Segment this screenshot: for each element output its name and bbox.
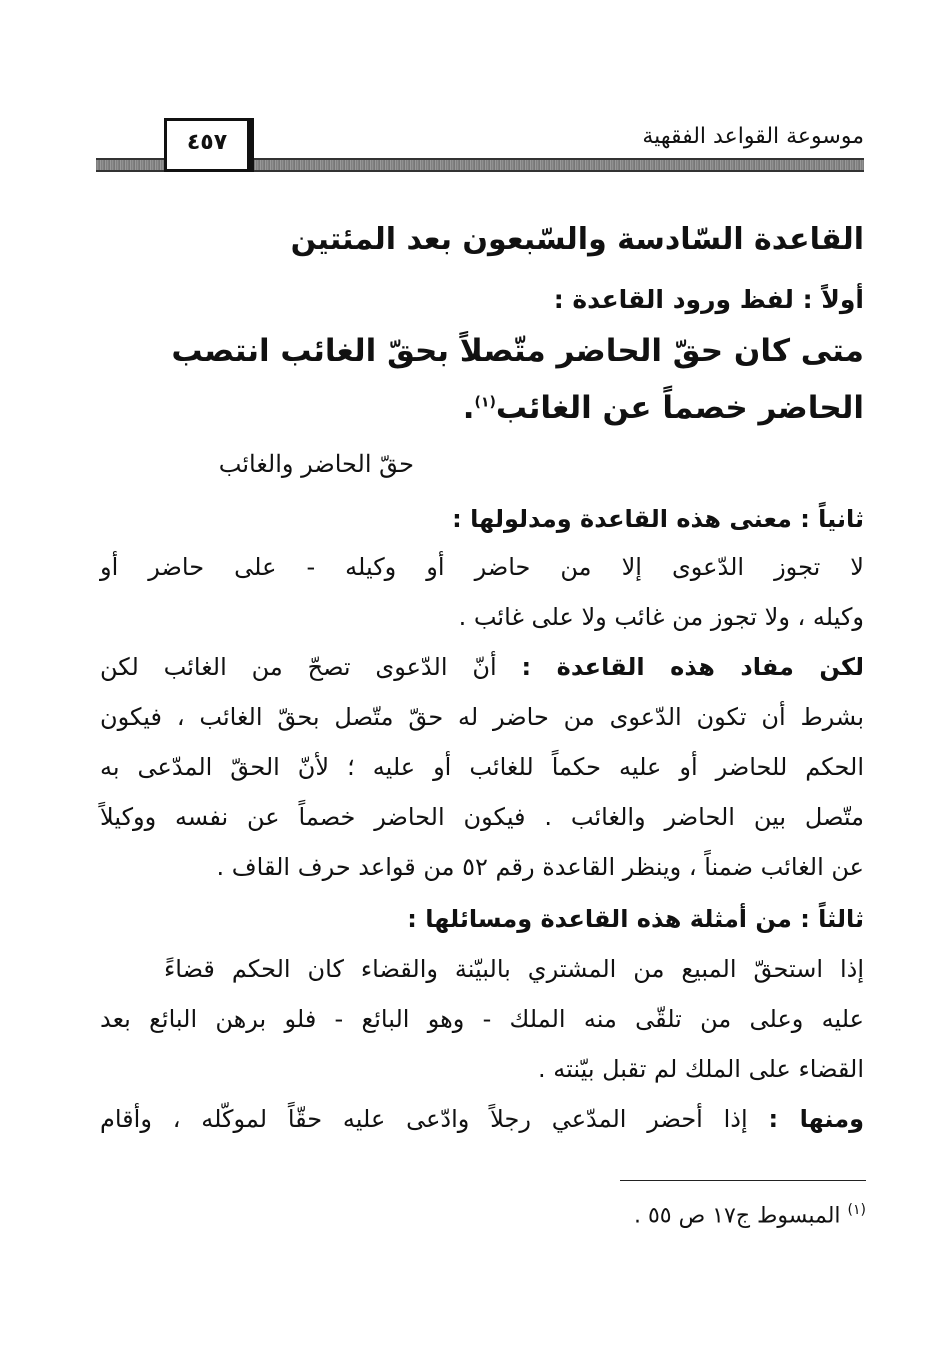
section2-lead [100,653,864,681]
section2-more-line-1-text: بشرط أن تكون الدّعوى من حاضر له حقّ متّصل بحقّ الغائب ، فيكون [100,703,864,731]
section3-heading: ثالثاً : من أمثلة هذه القاعدة ومسائلها : [407,905,864,933]
page-header [96,118,864,178]
short-title: حقّ الحاضر والغائب [218,450,414,478]
page-number: ٤٥٧ [164,118,254,172]
section3-line-2-text: عليه وعلى من تلقّى منه الملك - وهو البائع - فلو برهن البائع بعد [100,1005,864,1033]
section2-more-line-3 [100,803,864,831]
rule-footnote-mark: (١) [474,394,496,411]
rule-text-line2 [463,390,864,426]
section2-line-1-text: لا تجوز الدّعوى إلا من حاضر أو وكيله - على حاضر أو [100,553,864,581]
section2-heading: ثانياً : معنى هذه القاعدة ومدلولها : [452,505,864,533]
section2-more-line-2 [100,753,864,781]
section3-example2-bold: ومنها : [768,1105,864,1133]
section3-line-2 [100,1005,864,1033]
section3-line-3: القضاء على الملك لم تقبل بيّنته . [537,1055,864,1083]
section3-line-1 [100,955,864,983]
rule-text-end: . [462,390,475,426]
section2-more-line-1 [100,703,864,731]
rule-text-line2-body: الحاضر خصماً عن الغائب [495,390,864,426]
section3-example2-rest: إذا أحضر المدّعي رجلاً وادّعى عليه حقّاً لموكّله ، وأقام [100,1105,748,1133]
footnote [634,1202,866,1228]
section2-line-1 [100,553,864,581]
footnote-text: المبسوط ج١٧ ص ٥٥ . [633,1203,841,1229]
section2-lead-rest: أنّ الدّعوى تصحّ من الغائب لكن [100,653,497,681]
section3-example2-wrap [100,1105,864,1133]
footnote-mark: (١) [847,1202,866,1218]
section2-lead-bold: لكن مفاد هذه القاعدة : [521,653,864,681]
section1-heading: أولاً : لفظ ورود القاعدة : [553,285,864,314]
section2-more-line-2-text: الحكم للحاضر أو عليه حكماً للغائب أو عليه ؛ لأنّ الحقّ المدّعى به [100,753,864,781]
section2-lead-wrap [100,653,864,681]
section3-line-1-text: إذا استحقّ المبيع من المشتري بالبيّنة والقضاء كان الحكم قضاءً [164,955,864,983]
footnote-rule [620,1180,866,1181]
section2-line-2: وكيله ، ولا تجوز من غائب ولا على غائب . [458,603,864,631]
section2-more-line-3-text: متّصل بين الحاضر والغائب . فيكون الحاضر خصماً عن نفسه ووكيلاً [100,803,864,831]
section3-example2 [100,1105,864,1133]
rule-text-line1: متى كان حقّ الحاضر متّصلاً بحقّ الغائب انتصب [171,333,864,369]
section2-more-line-4: عن الغائب ضمناً ، وينظر القاعدة رقم ٥٢ من قواعد حرف القاف . [216,853,864,881]
book-title: موسوعة القواعد الفقهية [642,124,864,149]
rule-title: القاعدة السّادسة والسّبعون بعد المئتين [290,222,864,257]
